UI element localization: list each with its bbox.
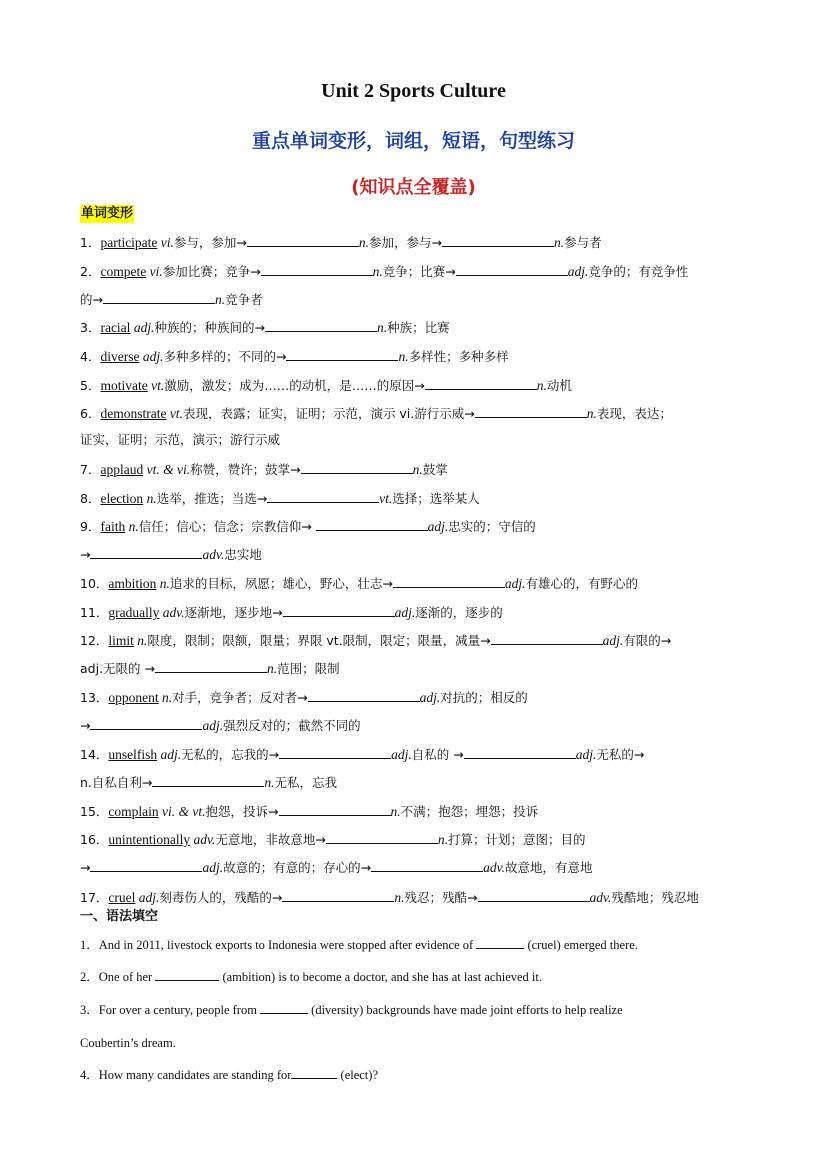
part-of-speech: adv. xyxy=(190,832,216,847)
definition: 种族；比赛 xyxy=(387,320,450,335)
continuation-text: → xyxy=(80,718,91,733)
definition: 忠实的；守信的 xyxy=(448,519,536,534)
continuation-text: 证实，证明；示范，演示；游行示威 xyxy=(80,432,281,447)
word-form-line xyxy=(80,858,760,877)
grammar-question xyxy=(80,1066,760,1084)
question-text: (elect)? xyxy=(337,1068,378,1082)
answer-blank[interactable] xyxy=(283,603,395,617)
definition: 自私的 → xyxy=(411,747,464,762)
worksheet-subtitle: 重点单词变形，词组，短语，句型练习 xyxy=(251,130,575,152)
answer-blank[interactable] xyxy=(301,460,413,474)
definition: 无私的→ xyxy=(596,747,645,762)
word-form-line xyxy=(80,716,760,735)
definition: 不满；抱怨；埋怨；投诉 xyxy=(400,804,539,819)
item-number: 10． xyxy=(80,576,109,591)
word-form-line xyxy=(80,290,760,309)
answer-blank[interactable] xyxy=(308,688,420,702)
item-number: 2． xyxy=(80,264,101,279)
answer-blank[interactable] xyxy=(326,830,438,844)
part-of-speech: n. xyxy=(158,690,173,705)
answer-blank[interactable] xyxy=(90,858,202,872)
answer-blank[interactable] xyxy=(442,233,554,247)
definition: 故意地，有意地 xyxy=(504,860,593,875)
definition: 鼓掌 xyxy=(422,462,448,477)
part-of-speech: vt. xyxy=(379,491,393,506)
part-of-speech: n. xyxy=(398,349,409,364)
item-number: 4． xyxy=(80,349,101,364)
definition: 打算；计划；意图；目的 xyxy=(448,832,586,847)
part-of-speech: n. xyxy=(554,235,565,250)
item-number: 5． xyxy=(80,378,101,393)
part-of-speech: vi. xyxy=(157,235,174,250)
part-of-speech: n. xyxy=(586,406,597,421)
definition: 范围；限制 xyxy=(277,661,340,676)
part-of-speech: adj. xyxy=(575,747,597,762)
grammar-question xyxy=(80,1034,760,1052)
item-number: 9． xyxy=(80,519,101,534)
part-of-speech: n. xyxy=(372,264,383,279)
definition: 有雄心的，有野心的 xyxy=(525,576,639,591)
item-number: 1． xyxy=(80,235,101,250)
item-number: 15． xyxy=(80,804,109,819)
part-of-speech: adv. xyxy=(589,890,612,905)
answer-blank[interactable] xyxy=(279,802,391,816)
item-number: 16． xyxy=(80,832,109,847)
section-grammar-fill: 一、语法填空 xyxy=(80,909,159,924)
word-form-line xyxy=(80,631,760,650)
question-text: (ambition) is to become a doctor, and she has at last achieved it. xyxy=(219,970,542,984)
continuation-text: adj.无限的 → xyxy=(80,661,155,676)
item-number: 6． xyxy=(80,406,101,421)
answer-blank[interactable] xyxy=(286,347,398,361)
word-form-line xyxy=(80,603,760,622)
answer-blank[interactable] xyxy=(265,318,377,332)
part-of-speech: n. xyxy=(214,292,226,307)
item-number: 12． xyxy=(80,633,109,648)
word-form-line xyxy=(80,659,760,678)
definition: 强烈反对的；截然不同的 xyxy=(223,718,361,733)
word-form-line xyxy=(80,262,760,281)
definition: 对手，竞争者；反对者→ xyxy=(172,690,308,705)
answer-blank[interactable] xyxy=(316,517,428,531)
answer-blank[interactable] xyxy=(425,376,537,390)
word-form-line xyxy=(80,888,760,907)
definition: 有限的→ xyxy=(623,633,672,648)
keyword: gradually xyxy=(108,605,160,620)
word-form-line xyxy=(80,460,760,479)
question-text: 1．And in 2011, livestock exports to Indonesia were stopped after evidence of xyxy=(80,938,477,952)
answer-blank[interactable] xyxy=(393,574,505,588)
part-of-speech: adj. xyxy=(202,718,224,733)
keyword: racial xyxy=(100,320,131,335)
answer-blank[interactable] xyxy=(260,1001,308,1014)
word-form-line xyxy=(80,830,760,849)
keyword: election xyxy=(100,491,144,506)
keyword: applaud xyxy=(100,462,144,477)
definition: 称赞，赞许；鼓掌→ xyxy=(190,462,301,477)
definition: 对抗的；相反的 xyxy=(440,690,528,705)
definition: 残酷地；残忍地 xyxy=(611,890,699,905)
part-of-speech: vt. xyxy=(147,378,165,393)
part-of-speech: n. xyxy=(376,320,388,335)
answer-blank[interactable] xyxy=(456,262,568,276)
part-of-speech: vt. & vi. xyxy=(143,462,191,477)
word-form-line xyxy=(80,517,760,536)
part-of-speech: adj. xyxy=(427,519,449,534)
definition: 表现，表达； xyxy=(596,406,672,421)
part-of-speech: adj. xyxy=(419,690,441,705)
answer-blank[interactable] xyxy=(247,233,359,247)
definition: 无私，忘我 xyxy=(274,775,338,790)
part-of-speech: adj. xyxy=(135,890,160,905)
grammar-question xyxy=(80,1001,760,1019)
definition: 参加比赛；竞争→ xyxy=(162,264,261,279)
item-number: 8． xyxy=(80,491,101,506)
part-of-speech: adv. xyxy=(159,605,185,620)
part-of-speech: vt. xyxy=(166,406,183,421)
definition: 激励，激发；成为……的动机，是……的原因→ xyxy=(164,378,425,393)
part-of-speech: adj. xyxy=(202,860,224,875)
definition: 多样性；多种多样 xyxy=(408,349,509,364)
grammar-question xyxy=(80,936,760,954)
word-form-line xyxy=(80,574,760,593)
keyword: opponent xyxy=(108,690,159,705)
answer-blank[interactable] xyxy=(371,858,483,872)
word-form-line xyxy=(80,318,760,337)
definition: 选举，推选；当选→ xyxy=(156,491,268,506)
word-form-line xyxy=(80,688,760,707)
definition: 参与者 xyxy=(564,235,602,250)
answer-blank[interactable] xyxy=(261,262,373,276)
definition: 多种多样的；不同的→ xyxy=(163,349,287,364)
answer-blank[interactable] xyxy=(103,290,215,304)
keyword: ambition xyxy=(108,576,157,591)
part-of-speech: n. xyxy=(267,661,278,676)
word-form-line xyxy=(80,489,760,508)
definition: 逐渐地，逐步地→ xyxy=(184,605,283,620)
answer-blank[interactable] xyxy=(478,888,590,902)
definition: 参加，参与→ xyxy=(369,235,443,250)
question-text: Coubertin’s dream. xyxy=(80,1036,176,1050)
definition: 残忍；残酷→ xyxy=(404,890,478,905)
continuation-text: 的→ xyxy=(80,292,103,307)
part-of-speech: n. xyxy=(390,804,401,819)
keyword: cruel xyxy=(108,890,136,905)
part-of-speech: adj. xyxy=(567,264,589,279)
answer-blank[interactable] xyxy=(291,1066,337,1079)
definition: 种族的；种族间的→ xyxy=(154,320,265,335)
word-form-line xyxy=(80,773,760,792)
item-number: 17． xyxy=(80,890,109,905)
keyword: unselfish xyxy=(108,747,158,762)
definition: 限度，限制；限额，限量；界限 vt.限制，限定；限量，减量→ xyxy=(147,633,491,648)
continuation-text: → xyxy=(80,860,91,875)
part-of-speech: n. xyxy=(412,462,423,477)
part-of-speech: adv. xyxy=(483,860,505,875)
answer-blank[interactable] xyxy=(464,745,576,759)
part-of-speech: vi. xyxy=(146,264,163,279)
part-of-speech: adj. xyxy=(394,605,416,620)
item-number: 11． xyxy=(80,605,109,620)
continuation-text: → xyxy=(80,547,91,562)
definition: 动机 xyxy=(546,378,572,393)
part-of-speech: n. xyxy=(264,775,275,790)
part-of-speech: adj. xyxy=(157,747,182,762)
part-of-speech: n. xyxy=(394,890,405,905)
definition: 竞争；比赛→ xyxy=(382,264,456,279)
coverage-note: (知识点全覆盖) xyxy=(351,177,476,198)
keyword: demonstrate xyxy=(100,406,167,421)
answer-blank[interactable] xyxy=(491,631,603,645)
question-text: 3．For over a century, people from xyxy=(80,1003,261,1017)
answer-blank[interactable] xyxy=(90,716,202,730)
part-of-speech: adv. xyxy=(202,547,225,562)
answer-blank[interactable] xyxy=(152,773,264,787)
keyword: diverse xyxy=(100,349,140,364)
answer-blank[interactable] xyxy=(267,489,379,503)
answer-blank[interactable] xyxy=(282,888,394,902)
word-form-line xyxy=(80,545,760,564)
part-of-speech: adj. xyxy=(139,349,164,364)
item-number: 14． xyxy=(80,747,109,762)
definition: 逐渐的，逐步的 xyxy=(415,605,503,620)
part-of-speech: n. xyxy=(358,235,370,250)
question-text: 4．How many candidates are standing for xyxy=(80,1068,292,1082)
word-form-line xyxy=(80,802,760,821)
definition: 表现，表露；证实，证明；示范，演示 vi.游行示威→ xyxy=(182,406,475,421)
answer-blank[interactable] xyxy=(476,936,524,949)
part-of-speech: adj. xyxy=(504,576,526,591)
keyword: motivate xyxy=(100,378,148,393)
part-of-speech: n. xyxy=(156,576,170,591)
keyword: limit xyxy=(108,633,134,648)
keyword: faith xyxy=(100,519,126,534)
grammar-question xyxy=(80,968,760,986)
part-of-speech: adj. xyxy=(391,747,412,762)
definition: 追求的目标，夙愿；雄心，野心，壮志→ xyxy=(169,576,393,591)
part-of-speech: n. xyxy=(133,633,148,648)
definition: 刻毒伤人的，残酷的→ xyxy=(159,890,283,905)
question-text: (cruel) emerged there. xyxy=(524,938,638,952)
word-form-line xyxy=(80,233,760,252)
word-form-line xyxy=(80,745,760,764)
part-of-speech: vi. & vt. xyxy=(158,804,206,819)
item-number: 7． xyxy=(80,462,101,477)
item-number: 13． xyxy=(80,690,109,705)
item-number: 3． xyxy=(80,320,101,335)
answer-blank[interactable] xyxy=(155,659,267,673)
definition: 忠实地 xyxy=(224,547,262,562)
keyword: complain xyxy=(108,804,159,819)
question-text: (diversity) backgrounds have made joint efforts to help realize xyxy=(308,1003,623,1017)
keyword: compete xyxy=(100,264,147,279)
definition: 竞争的；有竞争性 xyxy=(588,264,689,279)
answer-blank[interactable] xyxy=(155,968,219,981)
part-of-speech: n. xyxy=(536,378,547,393)
definition: 抱怨，投诉→ xyxy=(205,804,279,819)
question-text: 2．One of her xyxy=(80,970,156,984)
part-of-speech: adj. xyxy=(602,633,624,648)
definition: 无私的，忘我的→ xyxy=(181,747,280,762)
keyword: unintentionally xyxy=(108,832,191,847)
keyword: participate xyxy=(100,235,158,250)
definition: 无意地，非故意地→ xyxy=(215,832,326,847)
part-of-speech: adj. xyxy=(130,320,155,335)
part-of-speech: n. xyxy=(143,491,157,506)
definition: 竞争者 xyxy=(225,292,263,307)
answer-blank[interactable] xyxy=(90,545,202,559)
definition: 选择；选举某人 xyxy=(392,491,480,506)
definition: 故意的；有意的；存心的→ xyxy=(223,860,372,875)
definition: 信任；信心；信念；宗教信仰→ xyxy=(138,519,316,534)
word-form-line xyxy=(80,431,760,449)
part-of-speech: n. xyxy=(437,832,449,847)
word-form-line xyxy=(80,376,760,395)
answer-blank[interactable] xyxy=(475,404,587,418)
answer-blank[interactable] xyxy=(279,745,391,759)
part-of-speech: n. xyxy=(125,519,139,534)
word-form-line xyxy=(80,347,760,366)
unit-title: Unit 2 Sports Culture xyxy=(321,80,506,102)
word-form-line xyxy=(80,404,760,423)
continuation-text: n.自私自利→ xyxy=(80,775,153,790)
section-word-forms: 单词变形 xyxy=(81,206,134,221)
definition: 参与，参加→ xyxy=(173,235,247,250)
